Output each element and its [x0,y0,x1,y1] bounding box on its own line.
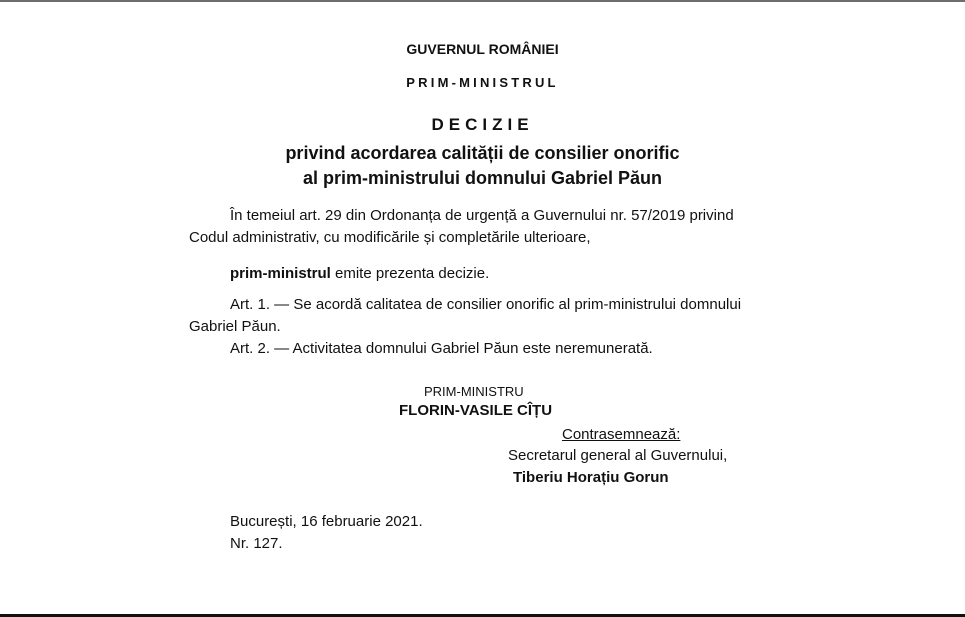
article-2: Art. 2. — Activitatea domnului Gabriel Păun este neremunerată. [230,340,653,357]
document-subject-line-1: privind acordarea calității de consilier onorific [285,143,680,163]
document-title: DECIZIE [431,115,534,134]
article-1-line-2: Gabriel Păun. [189,318,281,335]
place-and-date: București, 16 februarie 2021. [230,513,423,530]
issuer-rest: emite prezenta decizie. [330,265,490,282]
preamble-line-1: În temeiul art. 29 din Ordonanța de urgență a Guvernului nr. 57/2019 privind [230,207,734,224]
countersignatory-role: Secretarul general al Guvernului, [508,447,728,464]
issuer-bold: prim-ministrul [230,265,331,282]
document-subject-line-2: al prim-ministrului domnului Gabriel Păun [302,168,663,188]
signatory-role: PRIM-MINISTRU [424,384,524,399]
institution-heading: GUVERNUL ROMÂNIEI [406,41,559,57]
preamble-line-2: Codul administrativ, cu modificările și completările ulterioare, [189,229,591,246]
issuer-statement [230,265,489,282]
office-heading: PRIM-MINISTRUL [406,75,559,90]
countersignatory-name: Tiberiu Horațiu Gorun [513,469,669,486]
signatory-name: FLORIN-VASILE CÎȚU [399,402,553,419]
countersignature-label: Contrasemnează: [562,426,681,443]
top-border [0,0,965,2]
decision-number: Nr. 127. [230,535,283,552]
article-1-line-1: Art. 1. — Se acordă calitatea de consilier onorific al prim-ministrului domnului [230,296,742,313]
